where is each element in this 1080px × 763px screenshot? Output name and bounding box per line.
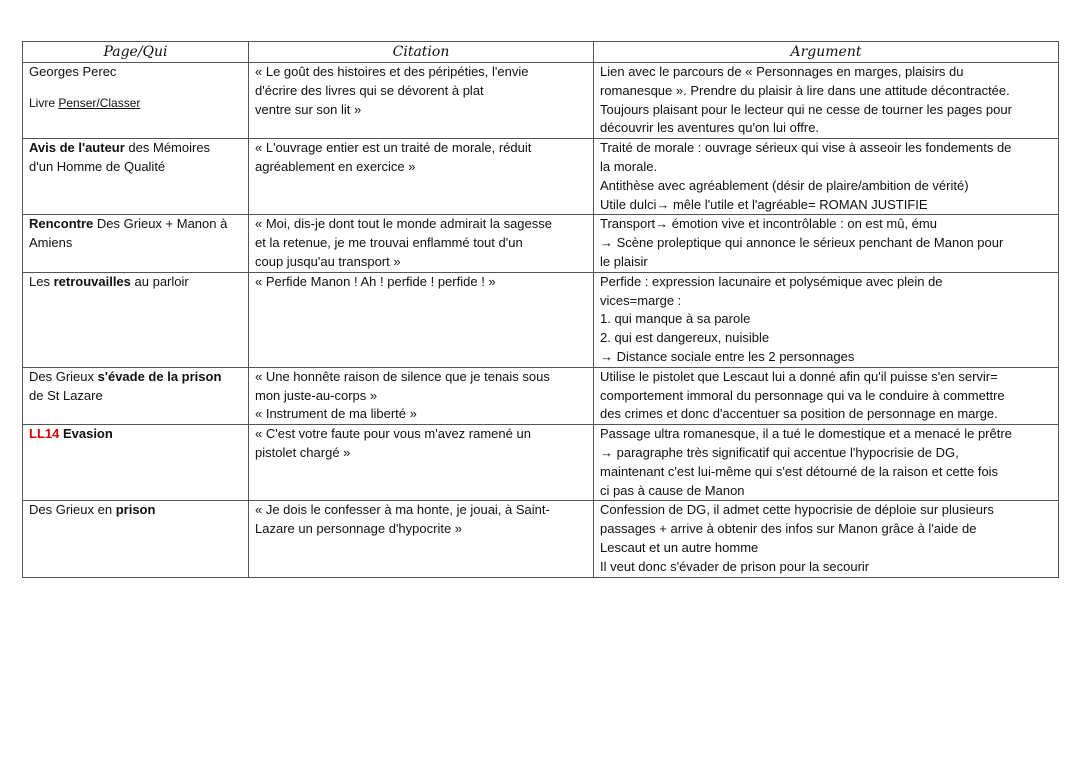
who-pre: Des Grieux en: [29, 502, 116, 518]
header-quote: Citation: [249, 42, 594, 63]
quote-line: d'écrire des livres qui se dévorent à plat: [255, 82, 484, 98]
quote-line: pistolet chargé »: [255, 444, 351, 460]
cell-argument: [594, 501, 1059, 577]
argument-line: Utile dulci→ mêle l'utile et l'agréable= ROMAN JUSTIFIE: [600, 196, 928, 212]
argument-line: 1. qui manque à sa parole: [600, 311, 751, 327]
argument-line: ci pas à cause de Manon: [600, 482, 745, 498]
cell-quote: [249, 425, 594, 501]
who-line2: d'un Homme de Qualité: [29, 158, 166, 174]
quote-line: ventre sur son lit »: [255, 101, 362, 117]
argument-line: le plaisir: [600, 253, 648, 269]
quote-line: agréablement en exercice »: [255, 158, 416, 174]
header-who: Page/Qui: [23, 42, 249, 63]
table-row: [23, 63, 1059, 139]
argument-line: Antithèse avec agréablement (désir de plaire/ambition de vérité): [600, 177, 969, 193]
who-pre: Les: [29, 273, 54, 289]
cell-who: [23, 63, 249, 139]
argument-line: comportement immoral du personnage qui va le conduire à commettre: [600, 387, 1005, 403]
who-bold: Evasion: [59, 426, 113, 442]
argument-line: découvrir les aventures qu'on lui offre.: [600, 120, 820, 136]
table-row: [23, 215, 1059, 272]
quote-line: « Une honnête raison de silence que je tenais sous: [255, 368, 550, 384]
who-line2: Amiens: [29, 235, 73, 251]
quote-line: « Je dois le confesser à ma honte, je jouai, à Saint-: [255, 502, 550, 518]
argument-line: la morale.: [600, 158, 658, 174]
cell-argument: [594, 272, 1059, 367]
cell-quote: [249, 272, 594, 367]
notes-table: [22, 41, 1059, 578]
who-bold: Rencontre: [29, 216, 94, 232]
cell-who: [23, 139, 249, 215]
book-prefix: Livre: [29, 95, 59, 110]
who-rest: des Mémoires: [124, 140, 211, 156]
cell-who: [23, 501, 249, 577]
quote-line: « C'est votre faute pour vous m'avez ramené un: [255, 426, 531, 442]
quote-line: « Instrument de ma liberté »: [255, 406, 417, 422]
who-rest: Des Grieux + Manon à: [93, 216, 228, 232]
who-bold: prison: [115, 502, 156, 518]
who-line: [29, 368, 242, 387]
argument-line: Lien avec le parcours de « Personnages en marges, plaisirs du: [600, 64, 964, 79]
who-line2: de St Lazare: [29, 387, 103, 403]
quote-line: « L'ouvrage entier est un traité de morale, réduit: [255, 140, 532, 156]
argument-line: Traité de morale : ouvrage sérieux qui vise à asseoir les fondements de: [600, 140, 1012, 156]
argument-line: → Distance sociale entre les 2 personnages: [600, 348, 855, 364]
cell-who: [23, 215, 249, 272]
argument-line: vices=marge :: [600, 292, 682, 308]
quote-line: « Le goût des histoires et des péripéties, l'envie: [255, 64, 529, 79]
cell-who: [23, 425, 249, 501]
cell-argument: [594, 425, 1059, 501]
book-title: Penser/Classer: [58, 95, 141, 110]
who-line: [29, 273, 242, 292]
quote-line: coup jusqu'au transport »: [255, 253, 401, 269]
table-row: [23, 367, 1059, 424]
quote-line: mon juste-au-corps »: [255, 387, 378, 403]
who-line: [29, 215, 242, 234]
who-book: [29, 94, 242, 113]
argument-line: → paragraphe très significatif qui accentue l'hypocrisie de DG,: [600, 444, 959, 460]
who-rest: au parloir: [130, 273, 189, 289]
cell-who: [23, 272, 249, 367]
argument-line: Toujours plaisant pour le lecteur qui ne cesse de tourner les pages pour: [600, 101, 1012, 117]
who-line: [29, 139, 242, 158]
who-name: Georges Perec: [29, 64, 117, 79]
who-red: LL14: [29, 426, 60, 442]
quote-line: et la retenue, je me trouvai enflammé tout d'un: [255, 235, 523, 251]
table-row: [23, 425, 1059, 501]
who-line: [29, 425, 242, 444]
cell-quote: [249, 139, 594, 215]
argument-line: des crimes et donc d'accentuer sa position de personnage en marge.: [600, 406, 998, 422]
argument-line: Transport→ émotion vive et incontrôlable : on est mû, ému: [600, 216, 937, 232]
who-bold: Avis de l'auteur: [29, 140, 125, 156]
cell-argument: [594, 139, 1059, 215]
argument-line: Utilise le pistolet que Lescaut lui a donné afin qu'il puisse s'en servir=: [600, 368, 998, 384]
header-argument: Argument: [594, 42, 1059, 63]
quote-line: « Moi, dis-je dont tout le monde admirait la sagesse: [255, 216, 552, 232]
argument-line: Perfide : expression lacunaire et polysémique avec plein de: [600, 273, 943, 289]
argument-line: maintenant c'est lui-même qui s'est détourné de la raison et cette fois: [600, 463, 999, 479]
cell-quote: [249, 215, 594, 272]
argument-line: → Scène proleptique qui annonce le sérieux penchant de Manon pour: [600, 235, 1004, 251]
table-row: [23, 272, 1059, 367]
table-row: [23, 501, 1059, 577]
who-bold: s'évade de la prison: [97, 368, 222, 384]
cell-argument: [594, 215, 1059, 272]
cell-who: [23, 367, 249, 424]
argument-line: 2. qui est dangereux, nuisible: [600, 330, 770, 346]
cell-quote: [249, 501, 594, 577]
table-row: [23, 139, 1059, 215]
who-bold: retrouvailles: [53, 273, 131, 289]
quote-line: « Perfide Manon ! Ah ! perfide ! perfide ! »: [255, 273, 496, 289]
argument-line: romanesque ». Prendre du plaisir à lire dans une attitude décontractée.: [600, 82, 1010, 98]
argument-line: Lescaut et un autre homme: [600, 539, 759, 555]
cell-quote: [249, 63, 594, 139]
cell-argument: [594, 63, 1059, 139]
cell-quote: [249, 367, 594, 424]
quote-line: Lazare un personnage d'hypocrite »: [255, 521, 463, 537]
argument-line: Il veut donc s'évader de prison pour la secourir: [600, 558, 870, 574]
argument-line: Confession de DG, il admet cette hypocrisie de déploie sur plusieurs: [600, 502, 994, 518]
argument-line: Passage ultra romanesque, il a tué le domestique et a menacé le prêtre: [600, 426, 1012, 442]
who-pre: Des Grieux: [29, 368, 98, 384]
who-line: [29, 501, 242, 520]
cell-argument: [594, 367, 1059, 424]
header-row: [23, 42, 1059, 63]
argument-line: passages + arrive à obtenir des infos sur Manon grâce à l'aide de: [600, 521, 977, 537]
